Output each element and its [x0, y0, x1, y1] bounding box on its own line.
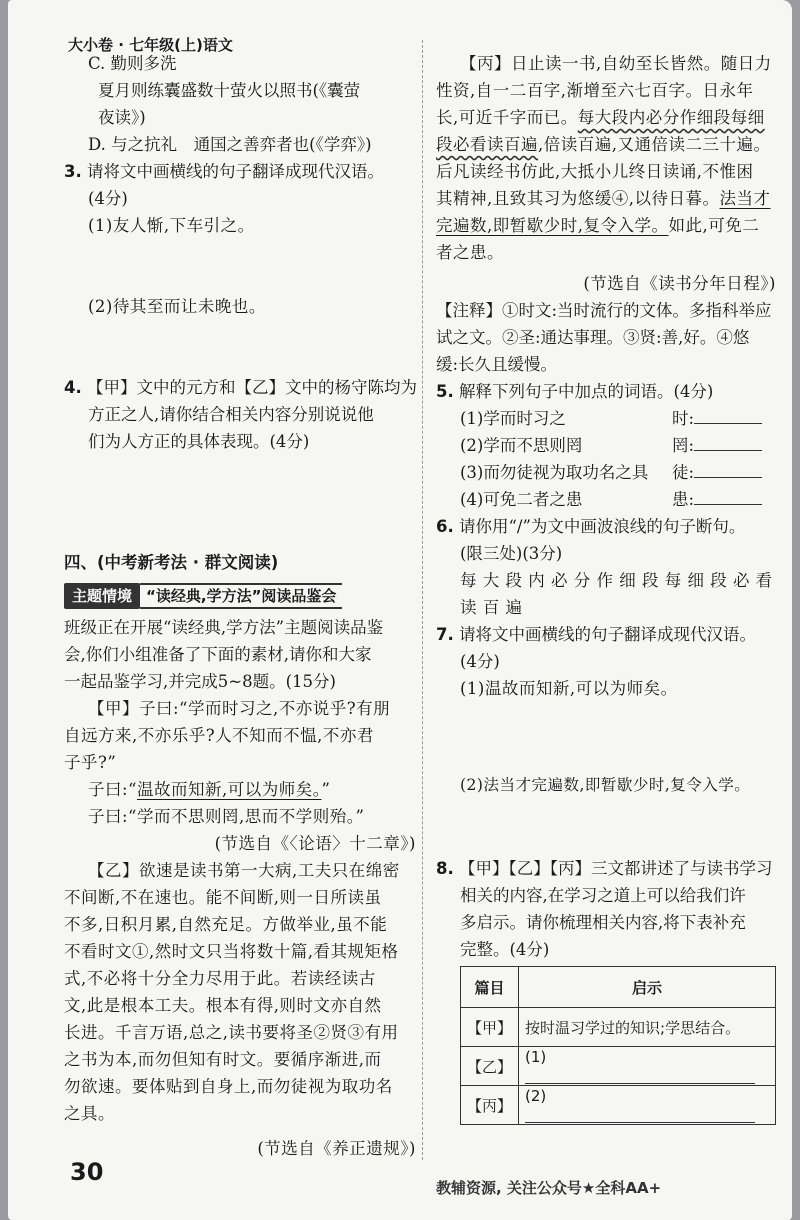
answer-space [64, 239, 416, 293]
question-5 [436, 378, 776, 405]
passage-bing: 性资,自一二百字,渐增至六七百字。日永年 [436, 81, 754, 100]
word-item [436, 405, 776, 432]
question-number: 6. [436, 517, 454, 536]
question-number: 3. [64, 162, 82, 181]
answer-space [436, 702, 776, 772]
underlined-sentence: 温故而知新,可以为师矣。 [137, 780, 322, 799]
text-span: ,倍读百遍,又通倍读二三十遍。 [538, 135, 771, 154]
answer-space [436, 799, 776, 855]
word-sentence: (4)可免二者之患 [460, 490, 583, 509]
question-text-cont: 完整。(4分) [460, 940, 550, 959]
question-score: (限三处)(3分) [460, 544, 563, 563]
passage-yi: 之具。 [64, 1104, 115, 1123]
source-note: (节选自《养正遗规》) [257, 1139, 416, 1158]
table-row [461, 1047, 776, 1086]
annotation: 缓:长久且缓慢。 [436, 355, 558, 374]
question-text-cont: 多启示。请你梳理相关内容,将下表补充 [460, 913, 746, 932]
intro-text: 会,你们小组准备了下面的素材,请你和大家 [64, 645, 372, 664]
question-8 [436, 855, 776, 882]
theme-tag: 主题情境 [64, 583, 140, 609]
answer-blank[interactable] [694, 432, 762, 451]
table-cell: 【乙】 [461, 1047, 519, 1086]
option-c-example: 夏月则练囊盛数十萤火以照书(《囊萤 [98, 81, 361, 100]
source-note: (节选自《读书分年日程》) [583, 274, 776, 293]
word-item [436, 432, 776, 459]
option-d: D. 与之抗礼 通国之善弈者也(《学弈》) [88, 135, 372, 154]
passage-jia-quote: 子曰:“学而不思则罔,思而不学则殆。” [88, 807, 365, 826]
answer-space [64, 320, 416, 374]
wavy-sentence: 段必看读百遍 [436, 135, 538, 154]
passage-bing: 者之患。 [436, 243, 504, 262]
question-text: 解释下列句子中加点的词语。(4分) [459, 382, 714, 401]
answer-blank[interactable] [694, 486, 762, 505]
question-6 [436, 513, 776, 540]
question-number: 8. [436, 859, 454, 878]
quote-close: ” [321, 780, 331, 799]
passage-yi: 文,此是根本工夫。根本有得,则时文亦自然 [64, 996, 382, 1015]
text-span: 如此,可免二 [668, 216, 760, 235]
word-target: 患: [672, 490, 695, 509]
table-row [461, 1086, 776, 1125]
passage-yi: 长进。千言万语,总之,读书要将圣②贤③有用 [64, 1023, 399, 1042]
wavy-sentence: 每大段内必分作细段每细 [577, 108, 765, 127]
q7-sentence-2: (2)法当才完遍数,即暂歇少时,复令入学。 [460, 776, 751, 794]
question-score: (4分) [88, 189, 128, 208]
question-score: (4分) [460, 652, 500, 671]
passage-jia: 子乎?” [64, 753, 117, 772]
page-number: 30 [70, 1158, 104, 1186]
section-heading: 四、(中考新考法 · 群文阅读) [64, 553, 279, 572]
word-sentence: (2)学而不思则罔 [460, 436, 583, 455]
answer-blank[interactable] [525, 1106, 755, 1123]
passage-yi: 之书为本,而勿但知有时文。要循序渐进,而 [64, 1050, 382, 1069]
passage-bing [436, 185, 776, 212]
question-number: 4. [64, 378, 82, 397]
passage-bing [436, 212, 776, 239]
word-target: 时: [672, 409, 695, 428]
word-target: 徒: [672, 463, 695, 482]
table-cell: 【甲】 [461, 1008, 519, 1047]
option-c-example-cont: 夜读》) [98, 108, 146, 127]
question-text: 请将文中画横线的句子翻译成现代汉语。 [87, 162, 384, 181]
question-text: 【甲】【乙】【丙】三文都讲述了与读书学习 [459, 859, 773, 878]
table-cell: 按时温习学过的知识;学思结合。 [519, 1008, 776, 1047]
passage-jia-quote [64, 776, 416, 803]
word-list [436, 405, 776, 513]
left-column [64, 50, 416, 1162]
table-cell: 【丙】 [461, 1086, 519, 1125]
intro-text: 一起品鉴学习,并完成5~8题。(15分) [64, 672, 336, 691]
passage-jia: 自远方来,不亦乐乎?人不知而不愠,不亦君 [64, 726, 374, 745]
intro-text: 班级正在开展“读经典,学方法”主题阅读品鉴 [64, 618, 384, 637]
table-header: 启示 [519, 967, 776, 1008]
question-7 [436, 621, 776, 648]
quote-open: 子曰:“ [88, 780, 137, 799]
passage-yi: 【乙】欲速是读书第一大病,工夫只在绵密 [88, 861, 400, 880]
source-note: (节选自《〈论语〉十二章》) [214, 834, 416, 853]
column-divider [422, 40, 423, 1160]
passage-yi: 不看时文①,然时文只当将数十篇,看其规矩格 [64, 942, 399, 961]
question-text: 【甲】文中的元方和【乙】文中的杨守陈均为 [87, 378, 417, 397]
word-sentence: (3)而勿徒视为取功名之具 [460, 463, 649, 482]
page-sheet [8, 0, 792, 1220]
theme-title: “读经典,学方法”阅读品鉴会 [140, 583, 342, 609]
passage-bing [436, 104, 776, 131]
q3-sentence-1: (1)友人惭,下车引之。 [88, 216, 255, 235]
word-item [436, 486, 776, 513]
table-cell-answer[interactable] [519, 1047, 776, 1086]
question-text: 请将文中画横线的句子翻译成现代汉语。 [459, 625, 756, 644]
answer-blank[interactable] [525, 1067, 755, 1084]
underlined-sentence: 法当才 [719, 189, 771, 208]
passage-yi: 不多,日积月累,自然充足。方做举业,虽不能 [64, 915, 388, 934]
table-cell-answer[interactable] [519, 1086, 776, 1125]
text-span: 长,可近千字而已。 [436, 108, 578, 127]
passage-bing [436, 131, 776, 158]
passage-bing: 后凡读经书仿此,大抵小儿终日读诵,不惟困 [436, 162, 754, 181]
word-item [436, 459, 776, 486]
footer-watermark: 教辅资源, 关注公众号★全科AA+ [436, 1179, 662, 1197]
answer-space [64, 455, 416, 549]
word-target: 罔: [672, 436, 695, 455]
table-row [461, 1008, 776, 1047]
question-text-cont: 方正之人,请你结合相关内容分别说说他 [88, 405, 374, 424]
passage-bing: 【丙】日止读一书,自幼至长皆然。随日力 [460, 54, 772, 73]
right-column [436, 50, 776, 963]
question-4 [64, 374, 416, 401]
passage-jia: 【甲】子曰:“学而时习之,不亦说乎?有朋 [88, 699, 391, 718]
passage-yi: 勿欲速。要体贴到自身上,而勿徒视为取功名 [64, 1077, 393, 1096]
answer-blank[interactable] [694, 459, 762, 478]
passage-yi: 式,不必将十分全力尽用于此。若读经读古 [64, 969, 376, 988]
running-header: 大小卷 · 七年级(上)语文 [68, 36, 233, 54]
table-cell-label: (1) [525, 1048, 547, 1066]
q6-sentence: 每 大 段 内 必 分 作 细 段 每 细 段 必 看 [460, 571, 773, 590]
q6-sentence-cont: 读 百 遍 [460, 598, 523, 617]
inspiration-table [460, 966, 776, 1125]
question-number: 7. [436, 625, 454, 644]
question-3 [64, 158, 416, 185]
table-header-row [461, 967, 776, 1008]
table-cell-label: (2) [525, 1087, 547, 1105]
underlined-sentence: 完遍数,即暂歇少时,复令入学。 [436, 216, 669, 235]
annotation: 【注释】①时文:当时流行的文体。多指科举应 [436, 301, 772, 320]
text-span: 其精神,且致其习为悠缓④,以待日暮。 [436, 189, 720, 208]
passage-yi: 不间断,不在速也。能不间断,则一日所读虽 [64, 888, 382, 907]
q7-sentence-1: (1)温故而知新,可以为师矣。 [460, 679, 678, 698]
question-text-cont: 们为人方正的具体表现。(4分) [88, 432, 310, 451]
question-number: 5. [436, 382, 454, 401]
annotation: 试之文。②圣:通达事理。③贤:善,好。④悠 [436, 328, 750, 347]
answer-blank[interactable] [694, 405, 762, 424]
option-c: C. 勤则多洗 [88, 54, 177, 73]
q3-sentence-2: (2)待其至而让未晚也。 [88, 297, 266, 316]
question-text: 请你用“/”为文中画波浪线的句子断句。 [459, 517, 746, 536]
table-header: 篇目 [461, 967, 519, 1008]
question-text-cont: 相关的内容,在学习之道上可以给我们许 [460, 886, 746, 905]
theme-banner [64, 582, 416, 610]
word-sentence: (1)学而时习之 [460, 409, 566, 428]
